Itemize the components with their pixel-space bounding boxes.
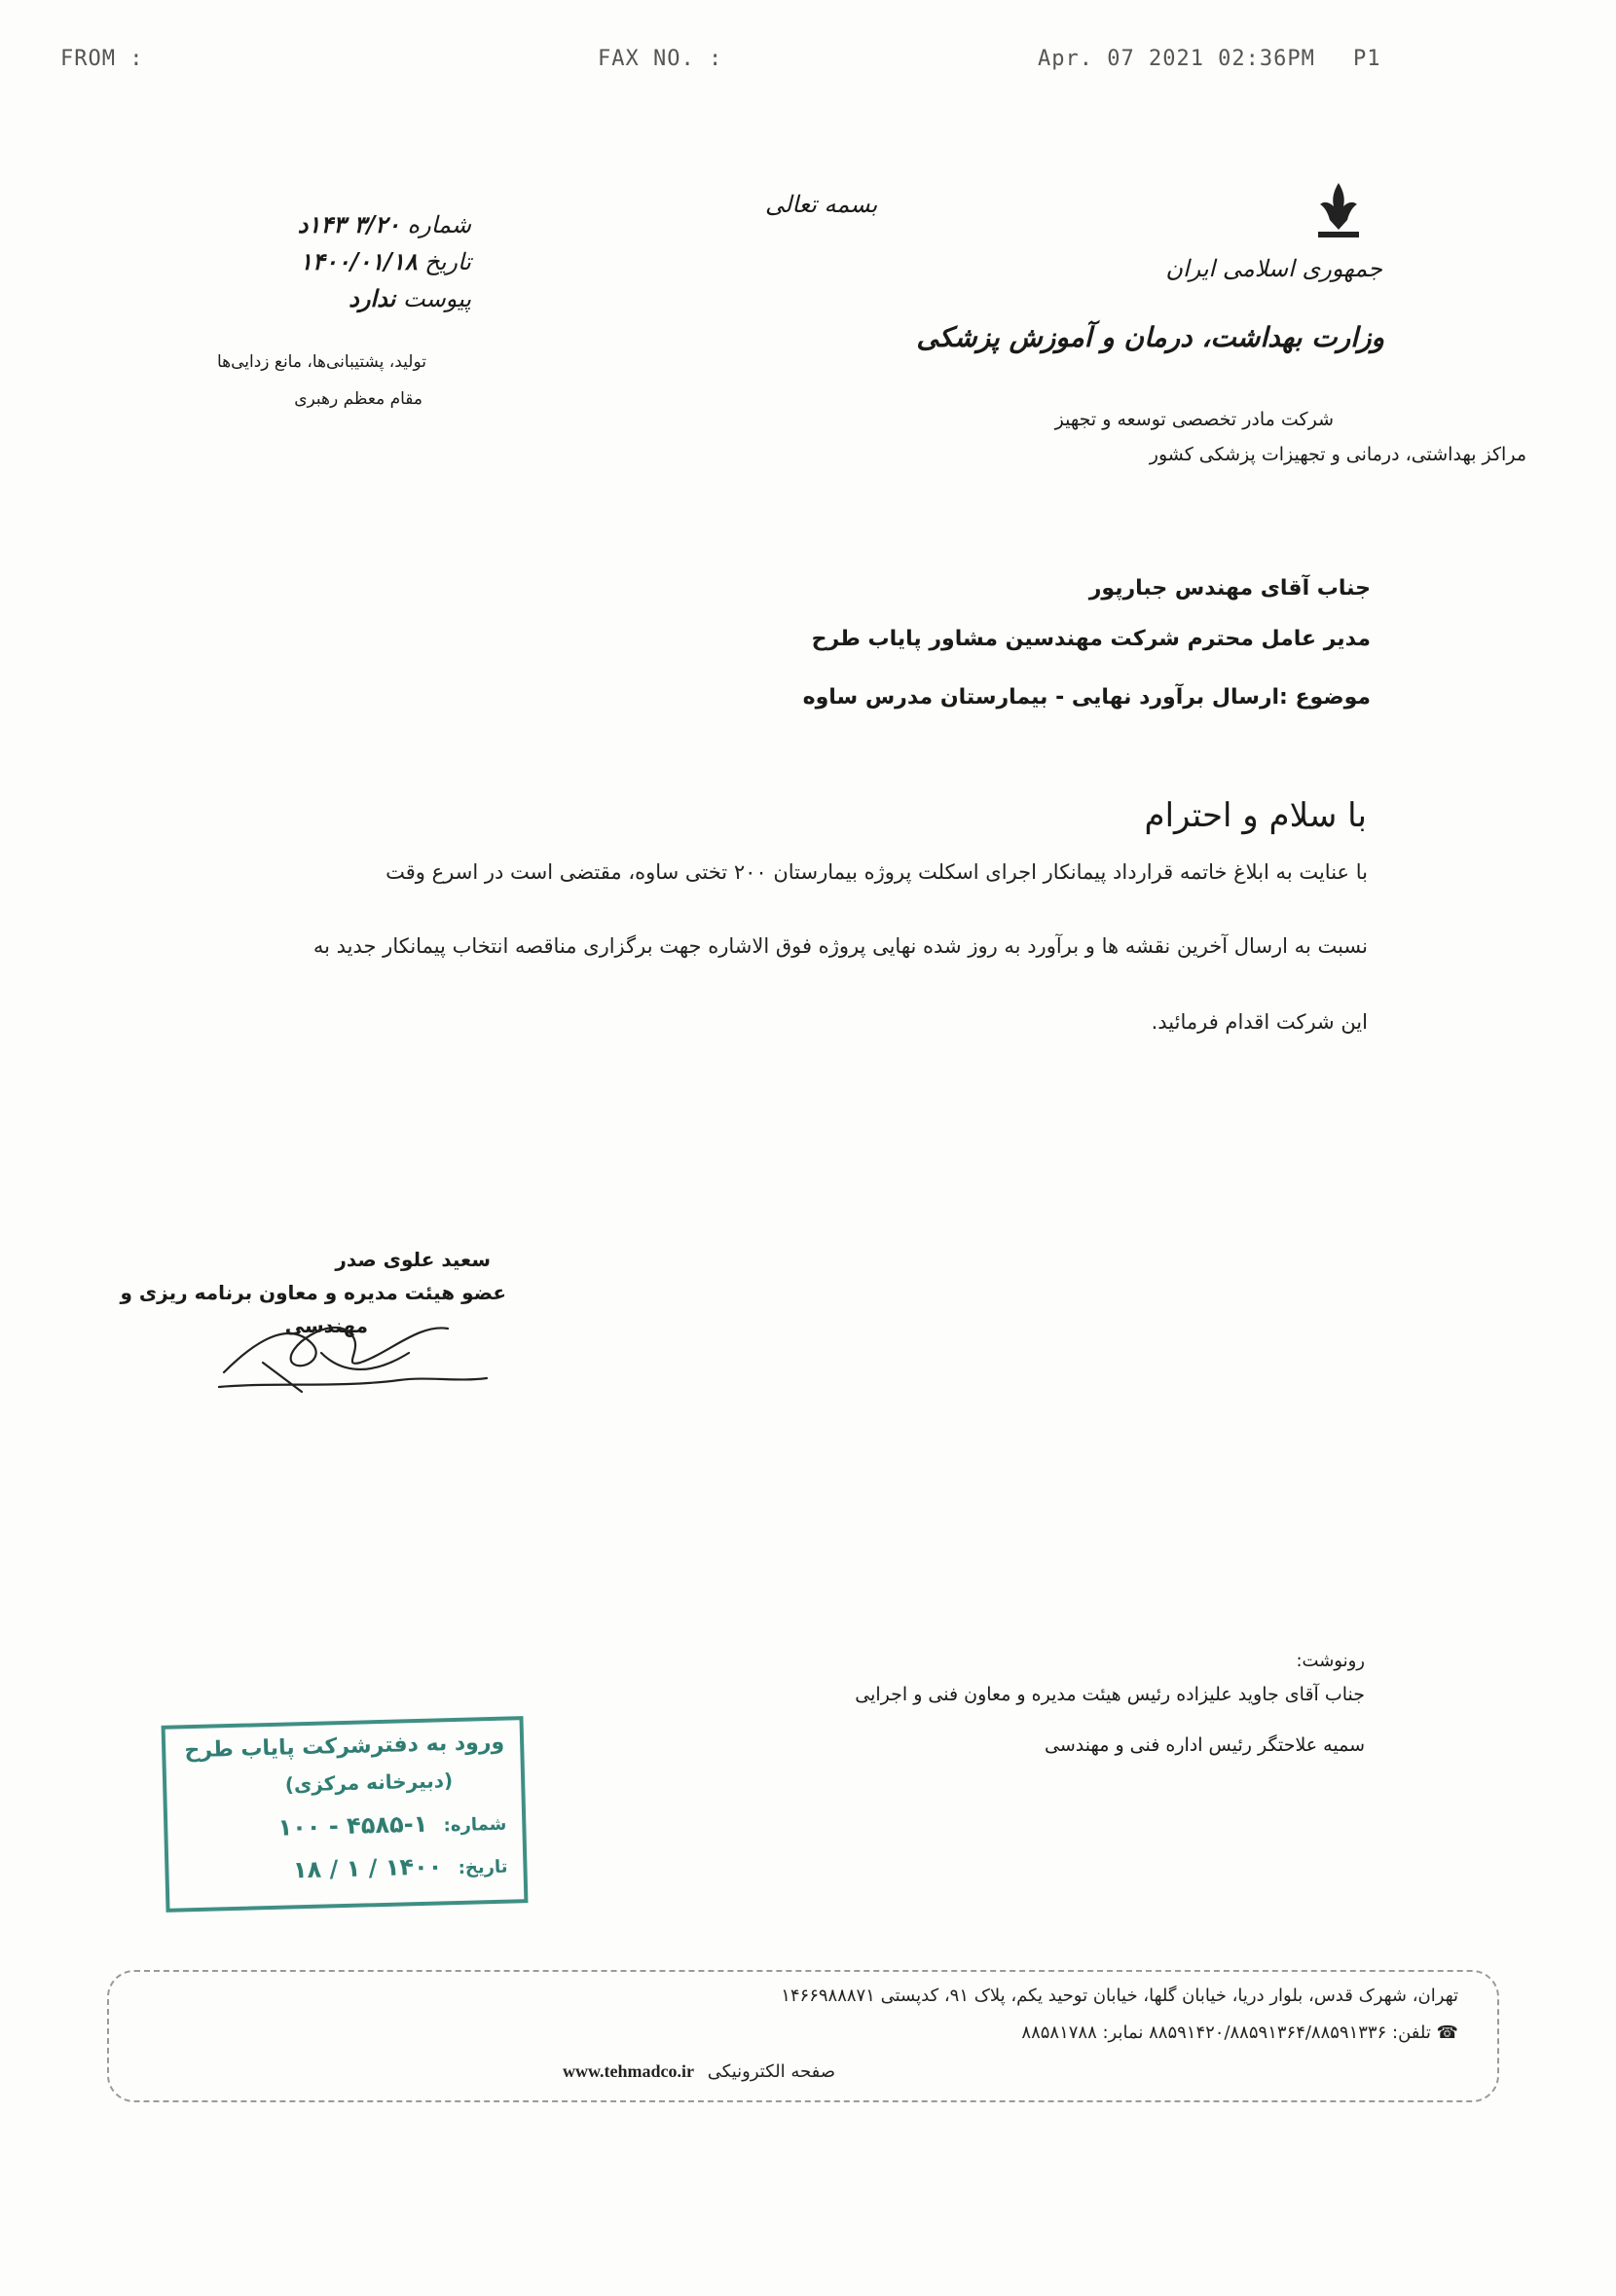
stamp-line2: (دبیرخانه مرکزی) xyxy=(284,1768,454,1797)
subject-line: موضوع :ارسال برآورد نهایی - بیمارستان مدرس ساوه xyxy=(802,685,1371,710)
company-line1: شرکت مادر تخصصی توسعه و تجهیز xyxy=(1054,409,1334,430)
recipient-line2: مدیر عامل محترم شرکت مهندسین مشاور پایاب طرح xyxy=(811,627,1371,651)
meta-attachment-value: ندارد xyxy=(349,284,396,312)
stamp-number-row xyxy=(277,1808,506,1841)
meta-number-value: ۳/۲۰ ۱۴۳د xyxy=(297,210,400,238)
signatory-title-line2: مهندسی xyxy=(284,1314,368,1337)
stamp-line1: ورود به دفترشرکت پایاب طرح xyxy=(184,1730,505,1764)
greeting: با سلام و احترام xyxy=(1144,796,1367,835)
signatory-title-line1: عضو هیئت مدیره و معاون برنامه ریزی و xyxy=(120,1281,506,1304)
ministry-line1: جمهوری اسلامی ایران xyxy=(1165,255,1382,282)
cc-line1: جناب آقای جاوید علیزاده رئیس هیئت مدیره و معاون فنی و اجرایی xyxy=(855,1684,1365,1705)
fax-from: FROM : xyxy=(60,47,144,71)
body-line2: نسبت به ارسال آخرین نقشه ها و برآورد به روز شده نهایی پروژه فوق الاشاره جهت برگزاری مناقصه انتخاب پیمانکار جدید به xyxy=(312,934,1368,958)
phone-icon: ☎ xyxy=(1436,2023,1458,2043)
stamp-date-value: ۱۴۰۰ / ۱ / ۱۸ xyxy=(292,1852,443,1884)
body-line3: این شرکت اقدام فرمائید. xyxy=(1151,1010,1368,1034)
footer-web-label: صفحه الکترونیکی xyxy=(707,2061,835,2082)
ministry-line2: وزارت بهداشت، درمان و آموزش پزشکی xyxy=(916,321,1384,353)
fax-number: FAX NO. : xyxy=(598,47,723,71)
footer-address: تهران، شهرک قدس، بلوار دریا، خیابان گلها، خیابان توحید یکم، پلاک ۹۱، کدپستی ۱۴۶۶۹۸۸۸۷۱ xyxy=(781,1986,1458,2006)
recipient-line1: جناب آقای مهندس جبارپور xyxy=(1088,576,1371,601)
cc-line2: سمیه علاحتگر رئیس اداره فنی و مهندسی xyxy=(1045,1734,1365,1756)
meta-date-label: تاریخ xyxy=(424,248,471,275)
body-line1: با عنایت به ابلاغ خاتمه قرارداد پیمانکار اجرای اسکلت پروژه بیمارستان ۲۰۰ تختی ساوه، مقتضی است در اسرع وقت xyxy=(386,860,1368,884)
iran-emblem-icon xyxy=(1295,177,1382,245)
letter-meta xyxy=(218,206,471,317)
signatory-name: سعید علوی صدر xyxy=(335,1248,491,1271)
slogan-line2: مقام معظم رهبری xyxy=(294,389,422,409)
stamp-number-value: ۱-۴۵۸۵ - ۱۰۰ xyxy=(277,1809,428,1841)
meta-number-row xyxy=(218,206,471,243)
fax-page: P1 xyxy=(1353,47,1381,71)
meta-attachment-row xyxy=(218,280,471,317)
meta-date-row xyxy=(218,243,471,280)
cc-heading: رونوشت: xyxy=(1296,1651,1365,1671)
footer-website: www.tehmadco.ir xyxy=(563,2061,695,2081)
footer-phone: تلفن: ۸۸۵۹۱۴۲۰/۸۸۵۹۱۳۶۴/۸۸۵۹۱۳۳۶ نمابر: ۸۸۵۸۱۷۸۸ xyxy=(1021,2023,1431,2043)
company-line2: مراکز بهداشتی، درمانی و تجهیزات پزشکی کشور xyxy=(1149,444,1526,465)
meta-date-value: ۱۴۰۰/۰۱/۱۸ xyxy=(299,247,418,275)
meta-number-label: شماره xyxy=(407,211,471,238)
received-stamp xyxy=(162,1716,529,1913)
letterhead-footer xyxy=(107,1970,1499,2102)
basmala: بسمه تعالی xyxy=(765,191,878,218)
stamp-number-label: شماره: xyxy=(443,1813,507,1837)
stamp-date-row xyxy=(293,1851,508,1884)
footer-web-row xyxy=(563,2061,835,2082)
fax-timestamp: Apr. 07 2021 02:36PM xyxy=(1038,47,1315,71)
meta-attachment-label: پیوست xyxy=(403,285,471,312)
slogan-line1: تولید، پشتیبانی‌ها، مانع زدایی‌ها xyxy=(216,352,426,372)
footer-phone-row xyxy=(1021,2023,1458,2043)
stamp-date-label: تاریخ: xyxy=(458,1856,508,1878)
handwritten-signature xyxy=(204,1294,496,1402)
